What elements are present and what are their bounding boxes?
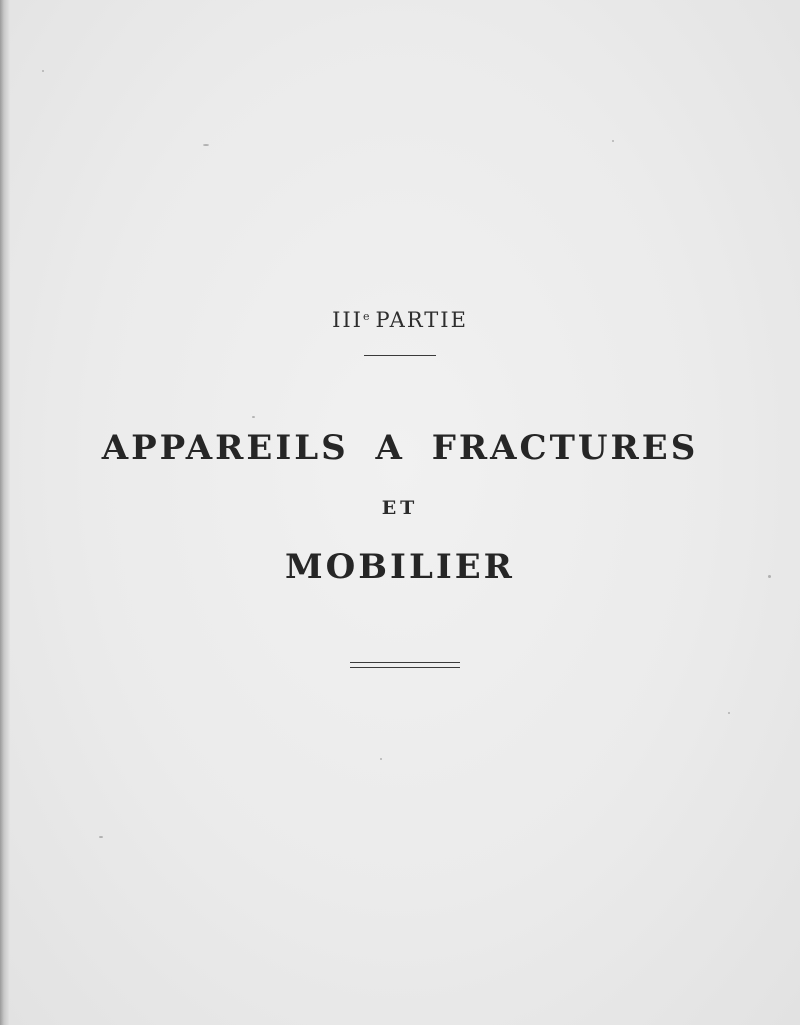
paper-speck (252, 416, 255, 418)
part-numeral-superscript: e (362, 310, 370, 323)
part-word: PARTIE (375, 308, 468, 332)
part-heading (0, 308, 800, 332)
part-numeral: III (332, 308, 363, 332)
subtitle: MOBILIER (285, 547, 515, 587)
paper-speck (612, 140, 614, 142)
paper-speck (203, 144, 209, 146)
paper-speck (42, 70, 44, 72)
paper-speck (380, 758, 382, 760)
paper-speck (728, 712, 730, 714)
title-conjunction: ET (381, 497, 419, 519)
closing-double-rule (350, 662, 460, 668)
main-title: APPAREILS A FRACTURES (101, 428, 699, 468)
heading-rule (364, 355, 436, 356)
paper-speck (99, 836, 103, 838)
